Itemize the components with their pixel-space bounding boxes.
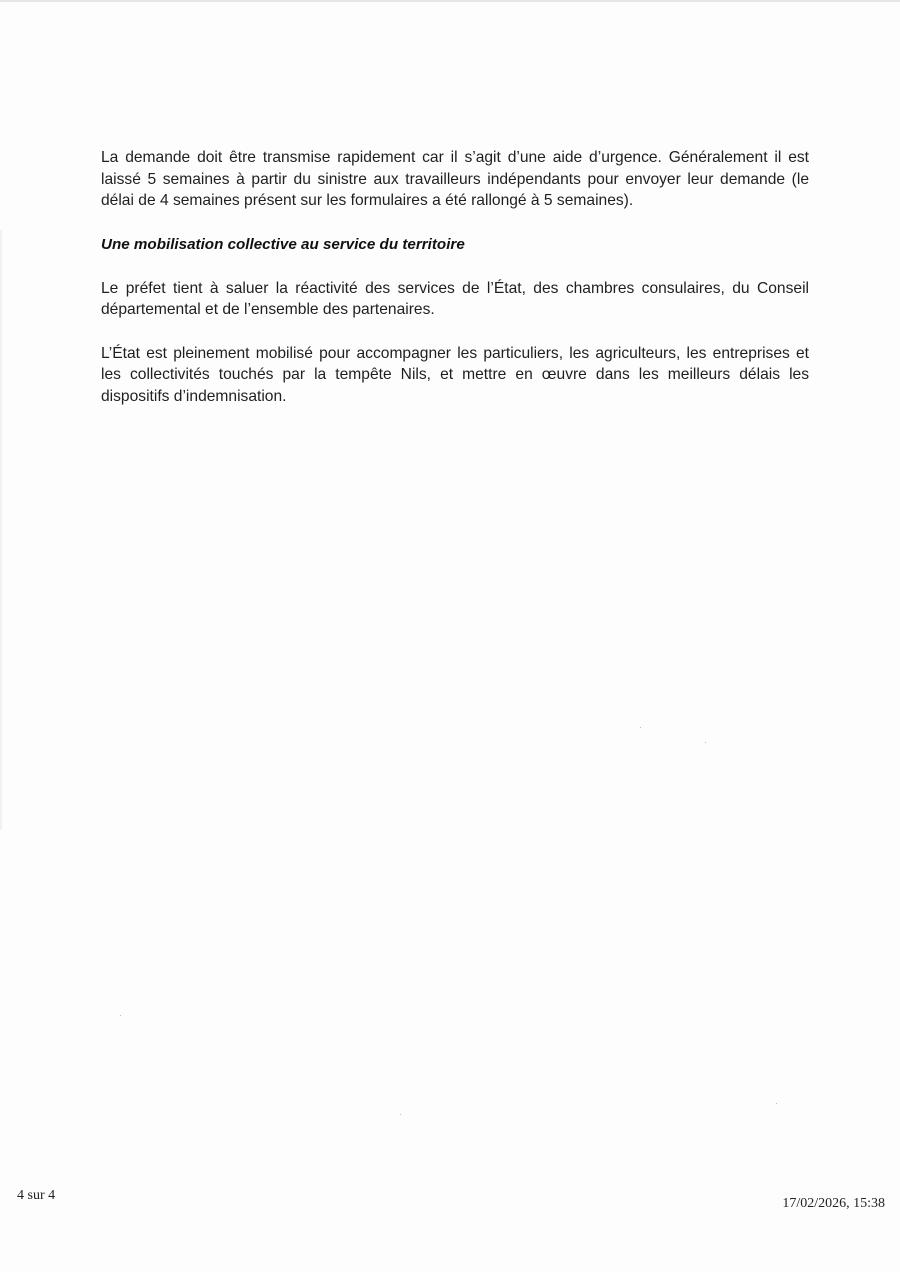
scan-speck xyxy=(776,1103,777,1104)
page-top-edge xyxy=(0,0,900,2)
scan-speck xyxy=(400,1114,401,1115)
paragraph-mobilisation: L’État est pleinement mobilisé pour accompagner les particuliers, les agriculteurs, les entreprises et les collectivités touchés par la tempête Nils, et mettre en œuvre dans les meilleurs délais les dispositifs d’indemnisation. xyxy=(101,344,809,405)
print-timestamp: 17/02/2026, 15:38 xyxy=(782,1196,885,1211)
scan-edge-shadow xyxy=(0,230,2,830)
scan-speck xyxy=(640,727,641,728)
document-body xyxy=(101,147,809,429)
page-indicator: 4 sur 4 xyxy=(17,1188,56,1203)
scan-speck xyxy=(120,1015,121,1016)
paragraph-thanks: Le préfet tient à saluer la réactivité des services de l’État, des chambres consulaires, du Conseil départemental et de l’ensemble des partenaires. xyxy=(101,279,809,318)
section-heading: Une mobilisation collective au service du territoire xyxy=(101,235,465,253)
paragraph-deadline: La demande doit être transmise rapidement car il s’agit d’une aide d’urgence. Généralement il est laissé 5 semaines à partir du sinistre aux travailleurs indépendants pour envoyer leur demande (le délai de 4 semaines présent sur les formulaires a été rallongé à 5 semaines). xyxy=(101,149,809,209)
scan-speck xyxy=(705,742,706,743)
